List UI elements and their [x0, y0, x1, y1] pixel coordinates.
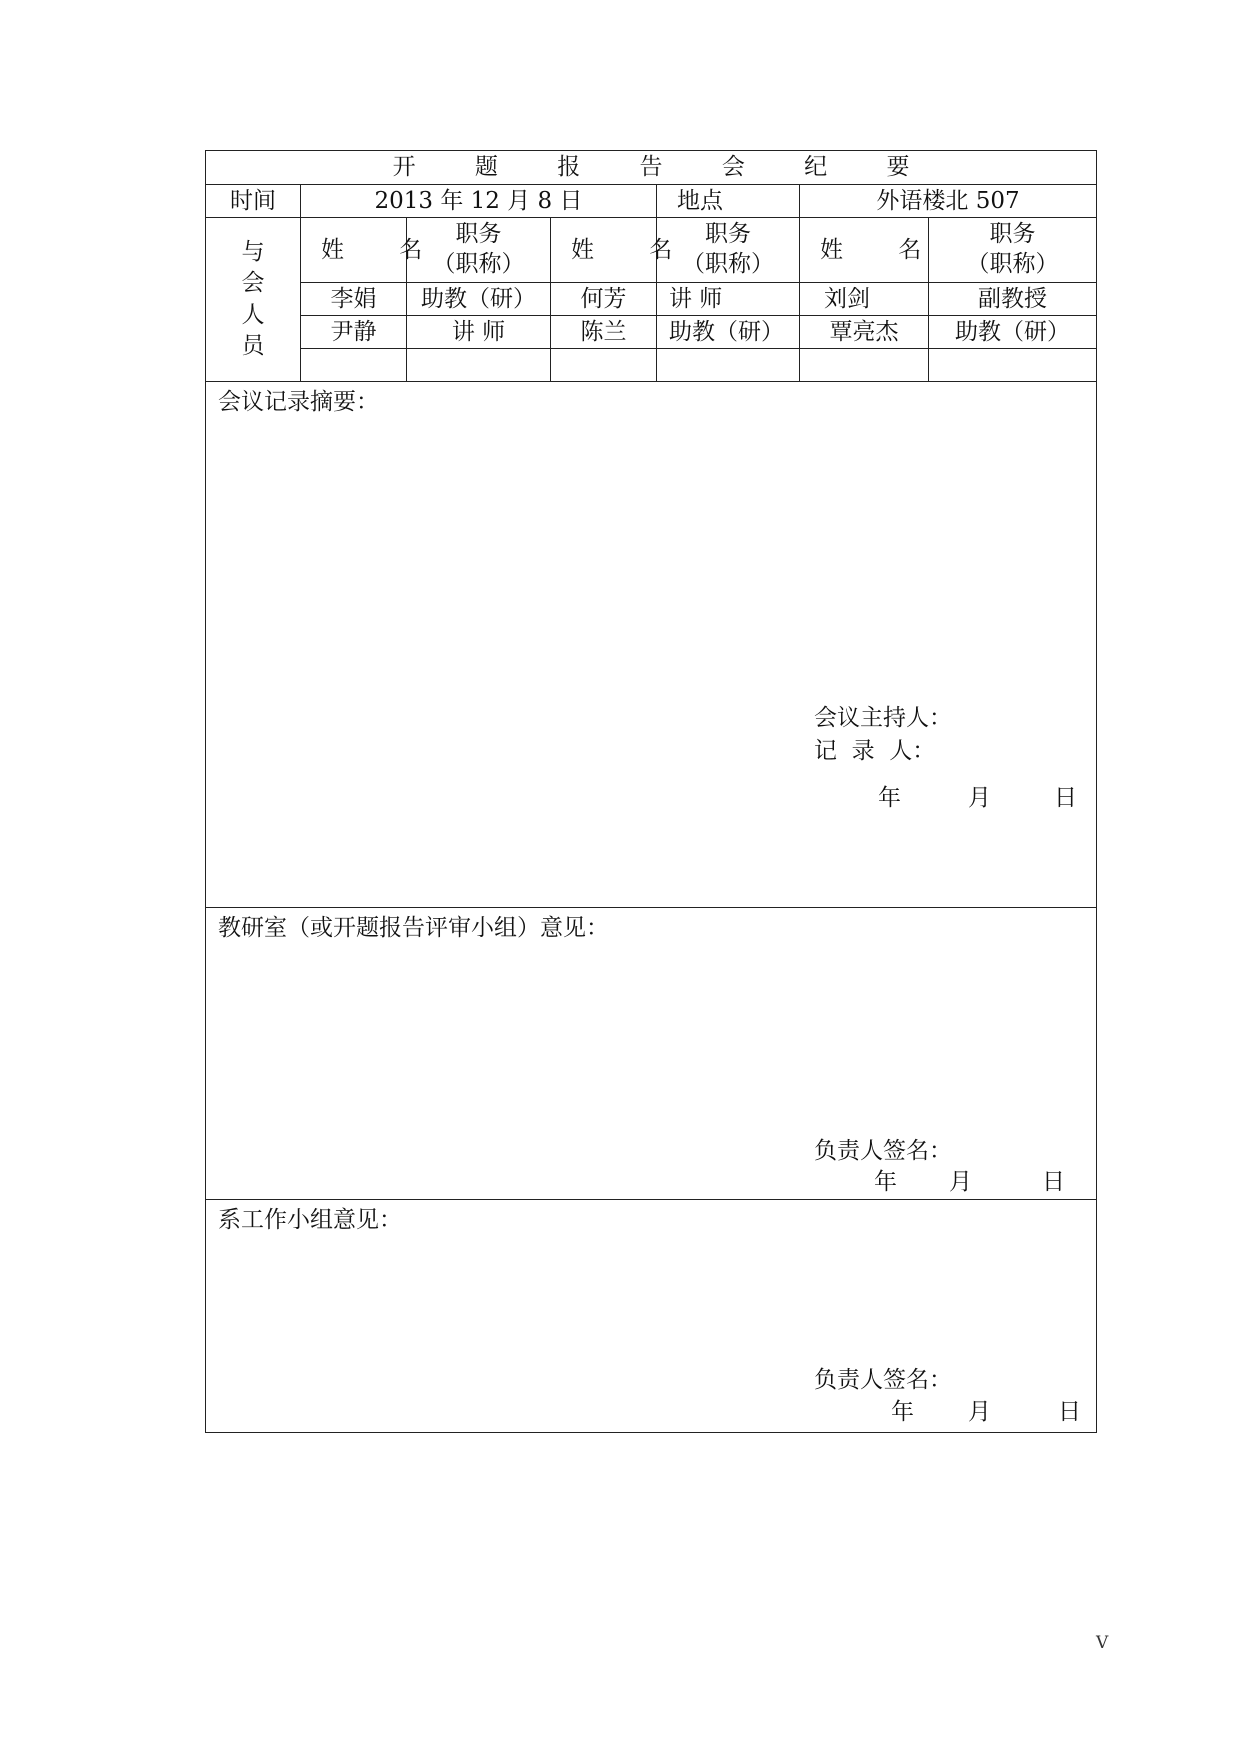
position-header-line1: 职务 [705, 221, 751, 248]
attendee-name [800, 349, 929, 382]
attendee-position: 助教（研） [407, 283, 551, 316]
date-month: 月 [968, 785, 991, 811]
attendees-label-char: 人 [241, 301, 265, 328]
attendee-name-text: 刘剑 [824, 285, 870, 312]
attendee-name [301, 349, 407, 382]
position-header-line1: 职务 [455, 221, 502, 248]
proposal-meeting-minutes-form [205, 150, 1097, 1433]
position-header-line2: （职称） [432, 251, 525, 277]
attendee-position: 助教（研） [929, 316, 1097, 349]
place-value: 外语楼北 507 [800, 185, 1097, 218]
faculty-opinion-heading: 系工作小组意见： [218, 1207, 402, 1233]
attendee-position [407, 349, 551, 382]
attendee-name: 李娟 [301, 283, 407, 316]
attendee-position-text: 助教（研） [669, 318, 784, 345]
signature-label: 负责人签名： [814, 1138, 952, 1164]
date-month: 月 [949, 1169, 972, 1195]
attendee-name: 覃亮杰 [800, 316, 929, 349]
date-day: 日 [1042, 1169, 1065, 1195]
meeting-record-section [206, 382, 1097, 908]
signature-label: 负责人签名： [814, 1367, 952, 1393]
department-opinion-heading: 教研室（或开题报告评审小组）意见： [218, 915, 609, 941]
attendees-label-char: 员 [241, 332, 265, 359]
place-label-text: 地点 [677, 187, 723, 214]
date-year: 年 [874, 1169, 897, 1195]
name-header: 姓 名 [551, 218, 657, 283]
date-year: 年 [878, 785, 901, 811]
department-opinion-section [206, 908, 1097, 1200]
attendee-position-text: 讲 师 [669, 285, 723, 312]
attendee-position [929, 349, 1097, 382]
attendee-name: 陈兰 [551, 316, 657, 349]
attendees-label-char: 会 [241, 270, 265, 297]
time-label: 时间 [206, 185, 301, 218]
name-header: 姓 名 [301, 218, 407, 283]
attendee-name: 何芳 [551, 283, 657, 316]
time-value: 2013 年 12 月 8 日 [301, 185, 657, 218]
form-title: 开 题 报 告 会 纪 要 [206, 151, 1097, 185]
attendee-row [206, 316, 1097, 349]
attendee-row [206, 283, 1097, 316]
attendee-position [657, 316, 800, 349]
name-header: 姓 名 [800, 218, 929, 283]
faculty-opinion-section [206, 1200, 1097, 1433]
attendees-label [206, 218, 301, 382]
position-header-line2: （职称） [966, 251, 1059, 277]
attendee-name [551, 349, 657, 382]
position-header-line1: 职务 [989, 221, 1036, 248]
date-year: 年 [891, 1399, 914, 1425]
place-label [657, 185, 800, 218]
attendee-row [206, 349, 1097, 382]
attendee-position: 副教授 [929, 283, 1097, 316]
attendee-name: 尹静 [301, 316, 407, 349]
recorder-label: 记 录 人： [814, 738, 936, 764]
position-header-line2: （职称） [682, 251, 774, 277]
date-day: 日 [1054, 785, 1077, 811]
date-day: 日 [1058, 1399, 1081, 1425]
attendee-position [657, 283, 800, 316]
page-number: V [1096, 1633, 1109, 1653]
attendee-position [657, 349, 800, 382]
meeting-record-heading: 会议记录摘要： [218, 389, 379, 415]
date-month: 月 [968, 1399, 991, 1425]
host-label: 会议主持人： [814, 705, 952, 731]
attendee-position: 讲 师 [407, 316, 551, 349]
attendee-name [800, 283, 929, 316]
position-header [929, 218, 1097, 283]
attendees-label-char: 与 [241, 239, 265, 266]
